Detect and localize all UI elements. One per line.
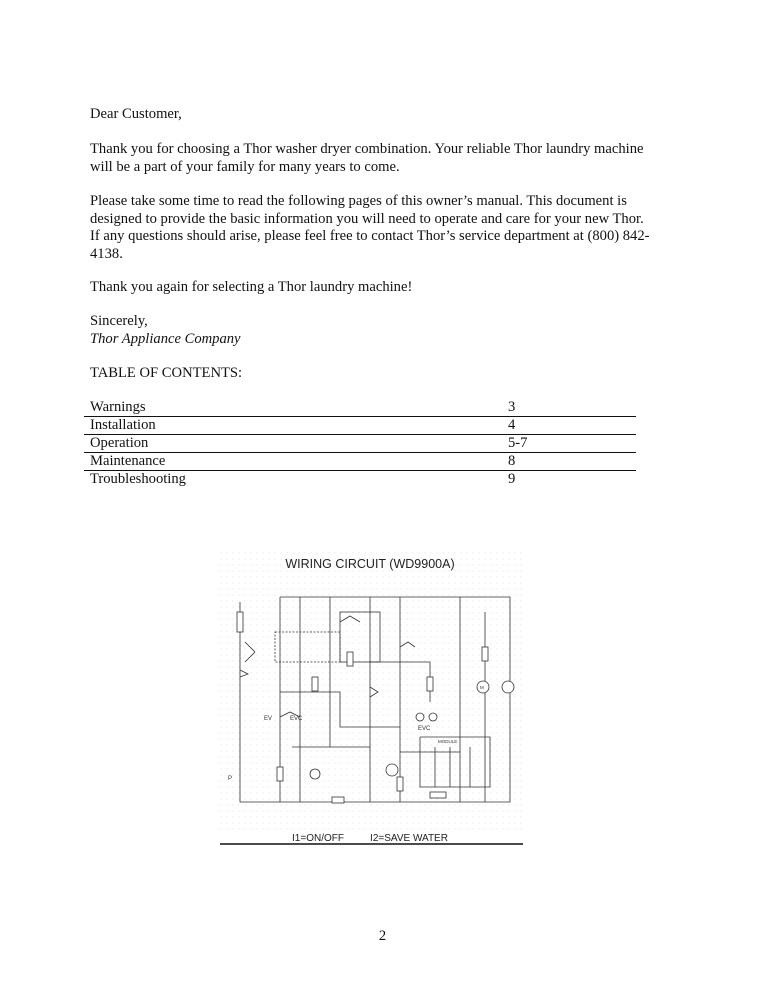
signature: Thor Appliance Company (90, 331, 241, 347)
toc-label: Troubleshooting (90, 471, 186, 487)
toc-page: 5-7 (502, 435, 636, 453)
diagram-label-evc-2: EVC (418, 726, 431, 732)
toc-row (84, 417, 636, 435)
diagram-label-p: P (228, 776, 233, 782)
body-line-4: 4138. (90, 245, 123, 262)
body-line-3: If any questions should arise, please feel free to contact Thor’s service department at (800) 842- (90, 228, 650, 244)
toc-label: Warnings (84, 399, 502, 417)
toc-heading: TABLE OF CONTENTS: (90, 365, 243, 381)
wiring-circuit-diagram (220, 552, 525, 845)
diagram-label-ev: EV (264, 716, 273, 722)
toc-page: 9 (508, 471, 516, 487)
diagram-label-module: MODULE (438, 739, 458, 744)
body-line-1: Please take some time to read the following pages of this owner’s manual. This document is (90, 193, 627, 209)
diagram-caption-i1: I1=ON/OFF (292, 833, 344, 844)
diagram-label-m: M (480, 685, 484, 690)
motor-icon (310, 769, 320, 779)
toc-row (84, 399, 636, 417)
toc-page: 8 (502, 453, 636, 471)
diagram-title: WIRING CIRCUIT (WD9900A) (285, 557, 455, 571)
toc-label: Maintenance (84, 453, 502, 471)
toc-row (84, 453, 636, 471)
motor-icon (386, 764, 398, 776)
intro-line-2: will be a part of your family for many years to come. (90, 158, 400, 175)
diagram-label-evc: EVC (290, 716, 303, 722)
body-line-2: designed to provide the basic information you will need to operate and care for your new Thor. (90, 210, 644, 227)
greeting: Dear Customer, (90, 106, 182, 122)
lamp-icon (429, 713, 437, 721)
intro-line-1: Thank you for choosing a Thor washer dryer combination. Your reliable Thor laundry machine (90, 141, 644, 157)
diagram-caption-i2: I2=SAVE WATER (370, 833, 448, 844)
table-of-contents (84, 399, 636, 488)
toc-page: 3 (502, 399, 636, 417)
toc-row (84, 435, 636, 453)
toc-label: Installation (84, 417, 502, 435)
toc-row (84, 471, 636, 489)
motor-icon (502, 681, 514, 693)
thanks-line: Thank you again for selecting a Thor laundry machine! (90, 279, 413, 295)
lamp-icon (416, 713, 424, 721)
closing: Sincerely, (90, 313, 148, 329)
page-number: 2 (378, 928, 387, 944)
toc-page: 4 (502, 417, 636, 435)
toc-label: Operation (84, 435, 502, 453)
